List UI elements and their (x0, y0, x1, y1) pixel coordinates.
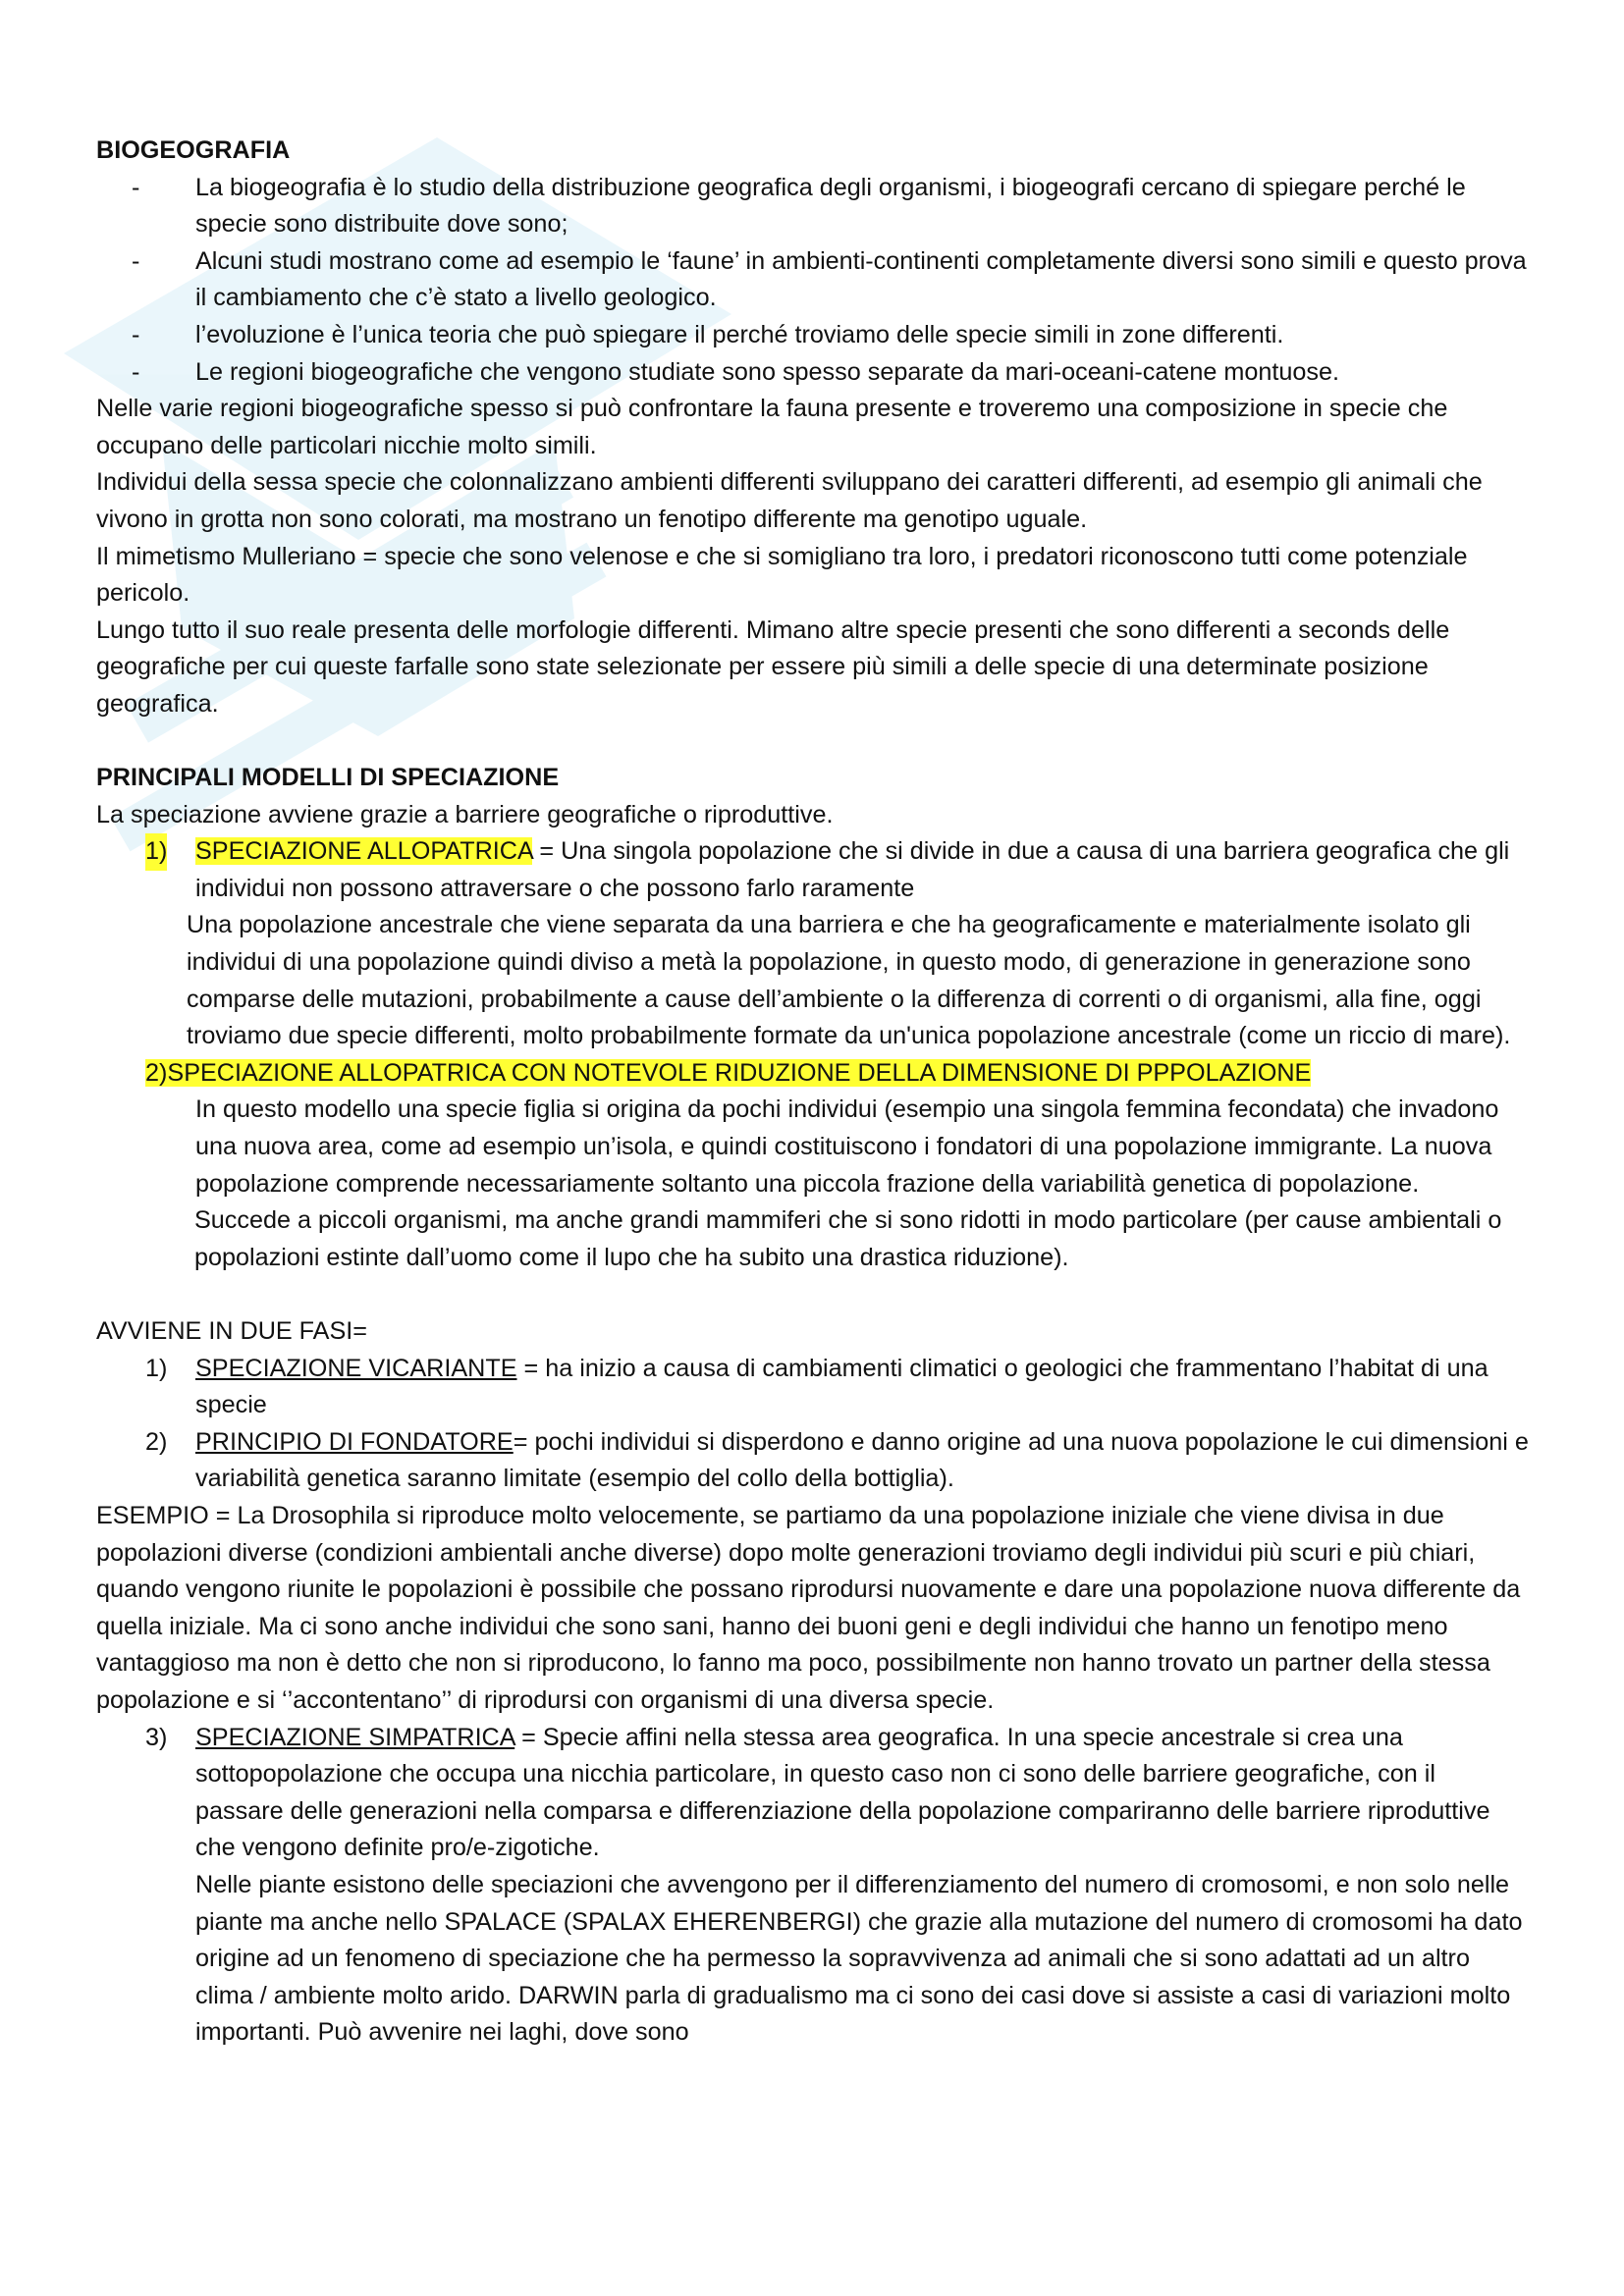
paragraph: Il mimetismo Mulleriano = specie che sono velenose e che si somigliano tra loro, i predatori riconoscono tutti come potenziale pericolo. (96, 542, 1468, 608)
underlined-term: PRINCIPIO DI FONDATORE (195, 1427, 514, 1456)
bullet-item: - Alcuni studi mostrano come ad esempio le ‘faune’ in ambienti-continenti completamente diversi sono simili e questo prova il cambiamento che c’è stato a livello geologico. (96, 243, 1530, 317)
bullet-item: - La biogeografia è lo studio della distribuzione geografica degli organismi, i biogeografi cercano di spiegare perché le specie sono distribuite dove sono; (96, 170, 1530, 243)
highlighted-term: 2)SPECIAZIONE ALLOPATRICA CON NOTEVOLE RIDUZIONE DELLA DIMENSIONE DI PPPOLAZIONE (145, 1058, 1312, 1087)
numbered-item-simpatrica: 3) SPECIAZIONE SIMPATRICA = Specie affini nella stessa area geografica. In una specie ancestrale si crea una sottopopolazione che occupa una nicchia particolare, in questo caso non ci sono delle barriere geografiche, con il passare delle generazioni nella comparsa e differenziazione della popolazione compariranno delle barriere riproduttive che vengono definite pro/e-zigotiche. (96, 1720, 1530, 1867)
document-page (96, 133, 1530, 2052)
underlined-term: SPECIAZIONE SIMPATRICA (195, 1723, 515, 1751)
bullet-marker: - (132, 320, 140, 348)
bullet-item: - l’evoluzione è l’unica teoria che può spiegare il perché troviamo delle specie simili in zone differenti. (96, 317, 1530, 354)
numbered-heading-allopatrica-riduzione (96, 1055, 1530, 1093)
item-number: 3) (145, 1723, 168, 1751)
example-paragraph: ESEMPIO = La Drosophila si riproduce molto velocemente, se partiamo da una popolazione iniziale che viene divisa in due popolazioni diverse (condizioni ambientali anche diverse) dopo molte generazioni troviamo degli individui più scuri e più chiari, quando vengono riunite le popolazioni è possibile che possano riprodursi nuovamente e dare una popolazione nuova differente da quella iniziale. Ma ci sono anche individui che sono sani, hanno dei buoni geni e degli individui che hanno un fenotipo meno vantaggioso ma non è detto che non si riproducono, lo fanno ma poco, possibilmente non hanno trovato un partner della stessa popolazione e si ‘’accontentano’’ di riprodursi con organismi di una diversa specie. (96, 1501, 1521, 1714)
paragraph: Una popolazione ancestrale che viene separata da una barriera e che ha geograficamente e materialmente isolato gli individui di una popolazione quindi diviso a metà la popolazione, in questo modo, di generazione in generazione sono comparse delle mutazioni, probabilmente a cause dell’ambiente o la differenza di correnti o di organismi, alla fine, oggi troviamo due specie differenti, molto probabilmente formate da un'unica popolazione ancestrale (come un riccio di mare). (187, 911, 1511, 1050)
section-title-speciazione: PRINCIPALI MODELLI DI SPECIAZIONE (96, 764, 560, 792)
paragraph: In questo modello una specie figlia si origina da pochi individui (esempio una singola femmina fecondata) che invadono una nuova area, come ad esempio un’isola, e quindi costituiscono i fondatori di una popolazione immigrante. La nuova popolazione comprende necessariamente soltanto una piccola frazione della variabilità genetica di popolazione. (195, 1095, 1499, 1198)
numbered-item-vicariante: 1) SPECIAZIONE VICARIANTE = ha inizio a causa di cambiamenti climatici o geologici che frammentano l’habitat di una specie (96, 1351, 1530, 1424)
section-title-fasi: AVVIENE IN DUE FASI= (96, 1317, 367, 1345)
paragraph: Individui della sessa specie che colonnalizzano ambienti differenti sviluppano dei caratteri differenti, ad esempio gli animali che vivono in grotta non sono colorati, ma mostrano un fenotipo differente ma genotipo uguale. (96, 468, 1483, 533)
section-title-biogeografia: BIOGEOGRAFIA (96, 136, 291, 164)
bullet-item: - Le regioni biogeografiche che vengono studiate sono spesso separate da mari-oceani-catene montuose. (96, 354, 1530, 392)
paragraph: Nelle varie regioni biogeografiche spesso si può confrontare la fauna presente e troveremo una composizione in specie che occupano delle particolari nicchie molto simili. (96, 395, 1448, 459)
item-number: 2) (145, 1427, 168, 1456)
numbered-item-fondatore: 2) PRINCIPIO DI FONDATORE= pochi individui si disperdono e danno origine ad una nuova popolazione le cui dimensioni e variabilità genetica saranno limitate (esempio del collo della bottiglia). (96, 1424, 1530, 1498)
bullet-marker: - (132, 246, 140, 275)
paragraph: La speciazione avviene grazie a barriere geografiche o riproduttive. (96, 800, 834, 828)
paragraph: Succede a piccoli organismi, ma anche grandi mammiferi che si sono ridotti in modo particolare (per cause ambientali o popolazioni estinte dall’uomo come il lupo che ha subito una drastica riduzione). (194, 1206, 1502, 1271)
item-number: 1) (145, 833, 167, 871)
paragraph: Lungo tutto il suo reale presenta delle morfologie differenti. Mimano altre specie presenti che sono differenti a seconds delle geografiche per cui queste farfalle sono state selezionate per essere più simili a delle specie di una determinate posizione geografica. (96, 615, 1450, 718)
bullet-marker: - (132, 173, 140, 201)
paragraph: Nelle piante esistono delle speciazioni che avvengono per il differenziamento del numero di cromosomi, e non solo nelle piante ma anche nello SPALACE (SPALAX EHERENBERGI) che grazie alla mutazione del numero di cromosomi ha dato origine ad un fenomeno di speciazione che ha permesso la sopravvivenza ad animali che si sono adattati ad un altro clima / ambiente molto arido. DARWIN parla di gradualismo ma ci sono dei casi dove si assiste a casi di variazioni molto importanti. Può avvenire nei laghi, dove sono (195, 1870, 1523, 2047)
highlighted-term: SPECIAZIONE ALLOPATRICA (195, 837, 533, 866)
bullet-marker: - (132, 357, 140, 386)
underlined-term: SPECIAZIONE VICARIANTE (195, 1354, 517, 1382)
numbered-item-allopatrica: 1) SPECIAZIONE ALLOPATRICA = Una singola popolazione che si divide in due a causa di una barriera geografica che gli individui non possono attraversare o che possono farlo raramente (96, 833, 1530, 907)
item-number: 1) (145, 1354, 168, 1382)
